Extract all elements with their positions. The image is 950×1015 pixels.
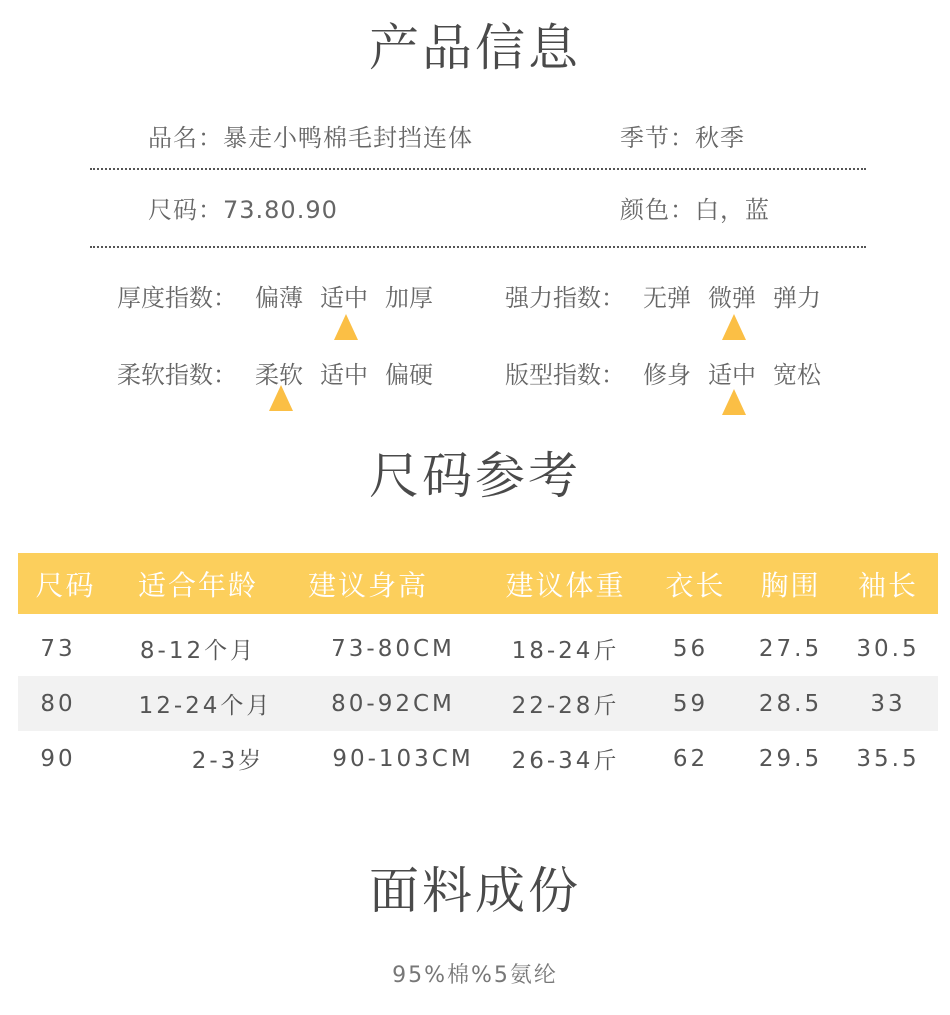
- size-chart-title: 尺码参考: [369, 447, 581, 505]
- table-cell: 18-24斤: [511, 638, 620, 664]
- table-header: [18, 553, 938, 614]
- fabric-content: 95%棉%5氨纶: [392, 963, 558, 988]
- table-cell: 80-92CM: [331, 690, 455, 717]
- selection-arrow-icon: [722, 389, 746, 415]
- table-cell: 26-34斤: [511, 748, 620, 774]
- header-cell: 建议体重: [505, 568, 626, 602]
- table-cell: 27.5: [758, 635, 823, 662]
- fabric-title: 面料成份: [369, 862, 581, 920]
- table-cell: 8-12个月: [139, 638, 257, 664]
- header-cell: 胸围: [760, 568, 821, 602]
- elasticity-option: 弹力: [773, 284, 821, 312]
- table-row: [18, 731, 938, 786]
- table-cell: 73: [40, 635, 76, 662]
- table-row: [18, 676, 938, 731]
- product-season: 季节：秋季: [620, 124, 745, 152]
- fit-index-label: 版型指数：: [505, 361, 625, 389]
- table-cell: 29.5: [758, 745, 823, 772]
- selection-arrow-icon: [722, 314, 746, 340]
- table-cell: 59: [672, 690, 709, 717]
- softness-option: 偏硬: [385, 361, 433, 389]
- elasticity-option: 微弹: [708, 284, 756, 312]
- table-cell: 28.5: [758, 690, 823, 717]
- table-cell: 62: [672, 745, 709, 772]
- table-cell: 90: [40, 745, 76, 772]
- divider: [90, 168, 866, 170]
- table-cell: 73-80CM: [331, 635, 455, 662]
- table-cell: 35.5: [856, 745, 920, 772]
- thickness-option: 偏薄: [255, 284, 303, 312]
- table-row: [18, 621, 938, 676]
- fit-option: 宽松: [773, 361, 821, 389]
- softness-option: 柔软: [255, 361, 303, 389]
- thickness-option: 加厚: [385, 284, 433, 312]
- table-cell: 33: [870, 690, 906, 717]
- selection-arrow-icon: [334, 314, 358, 340]
- softness-index-label: 柔软指数：: [117, 361, 237, 389]
- header-cell: 建议身高: [307, 568, 428, 602]
- fit-option: 修身: [643, 361, 691, 389]
- elasticity-option: 无弹: [643, 284, 691, 312]
- product-color: 颜色：白，蓝: [620, 196, 770, 224]
- selection-arrow-icon: [269, 385, 293, 411]
- table-cell: 90-103CM: [332, 745, 474, 772]
- product-size: 尺码：73.80.90: [148, 196, 338, 224]
- divider: [90, 246, 866, 248]
- thickness-index-label: 厚度指数：: [117, 284, 237, 312]
- softness-option: 适中: [320, 361, 368, 389]
- table-cell: 22-28斤: [511, 693, 620, 719]
- table-cell: 2-3岁: [191, 748, 265, 774]
- table-cell: 30.5: [856, 635, 920, 662]
- header-cell: 适合年龄: [137, 568, 258, 602]
- thickness-option: 适中: [320, 284, 368, 312]
- table-cell: 80: [40, 690, 76, 717]
- header-cell: 尺码: [35, 568, 96, 602]
- header-cell: 袖长: [857, 568, 918, 602]
- header-cell: 衣长: [665, 568, 726, 602]
- product-info-title: 产品信息: [369, 19, 581, 77]
- elasticity-index-label: 强力指数：: [505, 284, 625, 312]
- fit-option: 适中: [708, 361, 756, 389]
- table-cell: 56: [672, 635, 709, 662]
- table-cell: 12-24个月: [138, 693, 273, 719]
- product-name: 品名：暴走小鸭棉毛封挡连体: [148, 124, 473, 152]
